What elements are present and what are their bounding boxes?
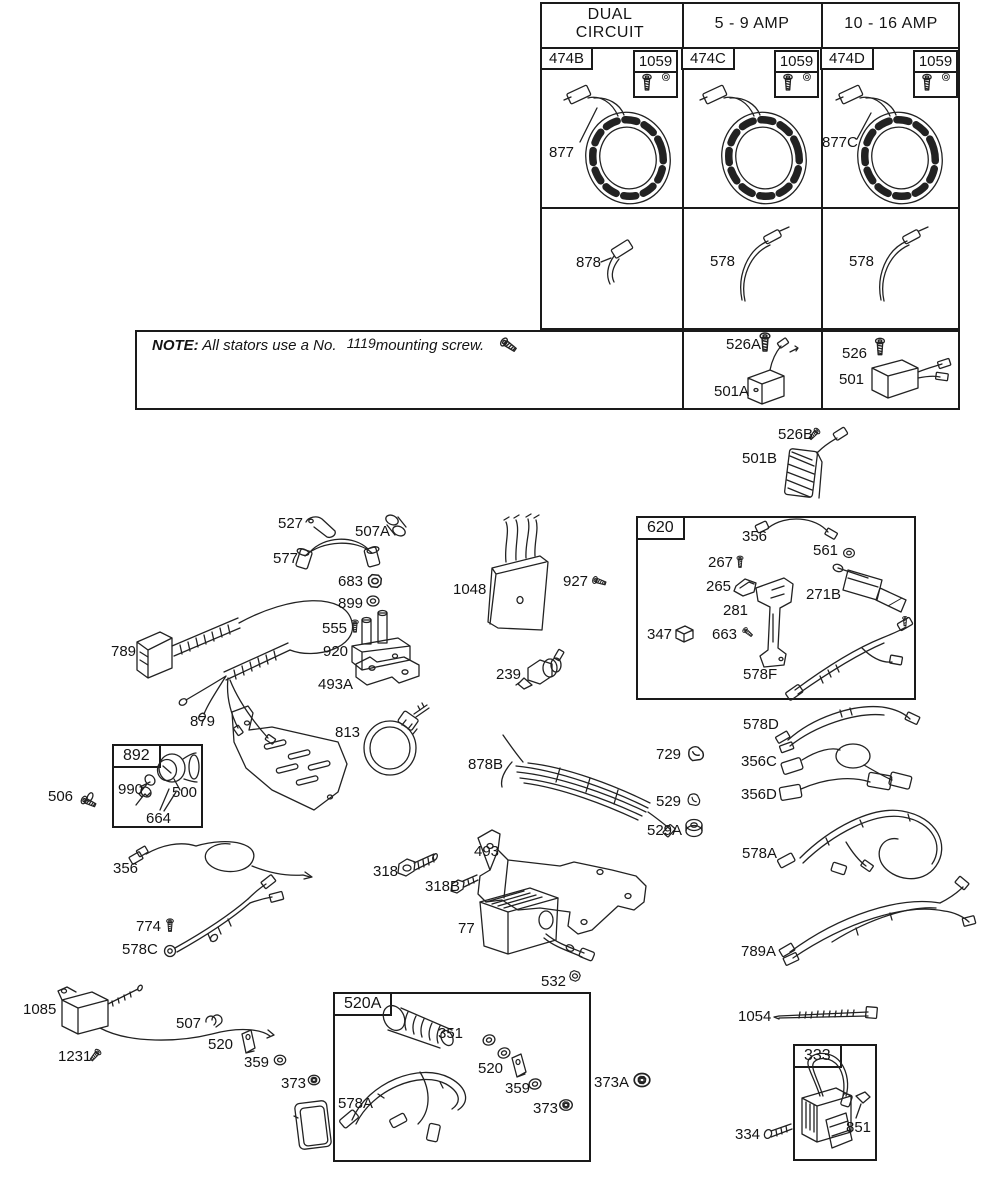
spark-wire-577-drawing [296, 539, 381, 569]
callout-474c: 474C [681, 47, 735, 70]
part-label-878b: 878B [468, 756, 504, 773]
oil-switch-239-drawing [516, 649, 564, 689]
harness-578a-right-drawing [777, 810, 942, 878]
washer-359-box-drawing [528, 1078, 542, 1091]
nut-561-drawing [844, 549, 855, 558]
nut-359-left-drawing [274, 1055, 285, 1065]
coil-77-drawing [480, 888, 595, 961]
part-label-774: 774 [136, 918, 162, 935]
part-label-899: 899 [338, 595, 364, 612]
cable-578-col3-drawing [880, 227, 928, 301]
part-label-373a: 373A [594, 1074, 630, 1091]
nut-373a-drawing [634, 1074, 650, 1087]
clip-507-drawing [206, 1015, 222, 1027]
part-label-1231: 1231 [58, 1048, 92, 1065]
connector-347-drawing [676, 626, 693, 642]
part-label-578d: 578D [743, 716, 779, 733]
cable-578-col2-drawing [741, 227, 789, 301]
part-label-356d: 356D [741, 786, 777, 803]
part-label-578: 578 [849, 253, 875, 270]
part-label-532: 532 [541, 973, 567, 990]
part-label-578f: 578F [743, 666, 778, 683]
part-label-351: 351 [438, 1025, 464, 1042]
nut-373-box-drawing [560, 1100, 573, 1111]
part-label-877c: 877C [822, 134, 858, 151]
part-label-501a: 501A [714, 383, 750, 400]
part-label-577: 577 [273, 550, 299, 567]
note-rest: mounting screw. [375, 337, 485, 354]
harness-578c-drawing [165, 875, 284, 957]
bracket-520-left-drawing [242, 1030, 255, 1053]
screw-kit-label: 1059 [635, 52, 676, 73]
callout-474d: 474D [820, 47, 874, 70]
column-header-dual-circuit: DUAL CIRCUIT [575, 6, 645, 41]
screw-kit-label: 1059 [915, 52, 956, 73]
wire-356c-drawing [781, 744, 912, 789]
part-label-527: 527 [278, 515, 304, 532]
panel-1048-drawing [488, 514, 548, 630]
bracket-520-box-drawing [512, 1054, 526, 1077]
wire-356-left-drawing [129, 842, 312, 879]
part-label-265: 265 [706, 578, 732, 595]
nut-373-left-drawing [308, 1075, 319, 1085]
part-label-520: 520 [208, 1036, 234, 1053]
screw-927-drawing [592, 576, 607, 587]
heat-shield-879-drawing [232, 706, 347, 810]
stud-1054-drawing [774, 1007, 877, 1019]
bracket-493a-drawing [356, 657, 419, 685]
part-label-879: 879 [190, 713, 216, 730]
bolt-318-drawing [398, 853, 438, 876]
nut-532-drawing [569, 970, 581, 982]
screw-334-drawing [763, 1124, 792, 1139]
clip-265-drawing [734, 579, 756, 596]
part-label-373: 373 [533, 1100, 559, 1117]
part-label-507: 507 [176, 1015, 202, 1032]
note-number: 1119 [346, 335, 376, 351]
nut-683-drawing [369, 575, 382, 588]
part-label-664: 664 [146, 810, 172, 827]
cover-drawing [294, 1100, 332, 1150]
harness-789a-drawing [779, 876, 976, 966]
clamp-813-drawing [364, 703, 429, 775]
group-box-label: 892 [112, 744, 161, 768]
group-box-label: 520A [333, 992, 392, 1016]
part-label-77: 77 [458, 920, 475, 937]
part-label-318b: 318B [425, 878, 461, 895]
part-label-578: 578 [710, 253, 736, 270]
part-label-789: 789 [111, 643, 137, 660]
regulator-501-drawing [872, 358, 951, 398]
part-label-813: 813 [335, 724, 361, 741]
part-label-526: 526 [842, 345, 868, 362]
column-header-5-9-amp: 5 - 9 AMP [714, 15, 790, 32]
screw-506-drawing [80, 792, 97, 809]
harness-578d-drawing [775, 707, 920, 753]
part-label-267: 267 [708, 554, 734, 571]
part-label-271b: 271B [806, 586, 842, 603]
group-box-label: 333 [793, 1044, 842, 1068]
switch-271b-drawing [832, 563, 906, 612]
note-bold: NOTE: [152, 337, 199, 354]
part-label-561: 561 [813, 542, 839, 559]
part-label-1054: 1054 [738, 1008, 772, 1025]
part-label-501b: 501B [742, 450, 778, 467]
part-label-520: 520 [478, 1060, 504, 1077]
screw-774-drawing [167, 919, 174, 931]
column-header-10-16-amp: 10 - 16 AMP [844, 15, 938, 32]
screw-kit-label: 1059 [776, 52, 817, 73]
part-label-356: 356 [742, 528, 768, 545]
bracket-281-drawing [756, 578, 793, 667]
module-1085-drawing [58, 984, 274, 1040]
part-label-281: 281 [723, 602, 749, 619]
screw-526-drawing [876, 338, 885, 354]
part-label-578c: 578C [122, 941, 158, 958]
part-label-729: 729 [656, 746, 682, 763]
note-screw-icon [499, 337, 517, 354]
part-label-507a: 507A [355, 523, 391, 540]
screw-526a-drawing [760, 333, 770, 351]
part-label-347: 347 [647, 626, 673, 643]
part-label-359: 359 [244, 1054, 270, 1071]
screw-267-drawing [737, 556, 743, 567]
part-label-663: 663 [712, 626, 738, 643]
bracket-493-drawing [478, 830, 646, 934]
clip-729-drawing [689, 747, 704, 761]
note-body: All stators use a No. [198, 337, 341, 354]
part-label-878: 878 [576, 254, 602, 271]
part-label-578a: 578A [742, 845, 778, 862]
part-label-683: 683 [338, 573, 364, 590]
part-label-555: 555 [322, 620, 348, 637]
wire-356d-drawing [779, 772, 892, 800]
stator-474c-drawing [700, 85, 816, 213]
group-box-label: 620 [636, 516, 685, 540]
part-label-578a: 578A [338, 1095, 374, 1112]
part-label-877: 877 [549, 144, 575, 161]
part-label-927: 927 [563, 573, 589, 590]
clip-529-drawing [687, 792, 702, 807]
grommet-529a-drawing [686, 820, 702, 837]
screw-663-drawing [742, 627, 754, 638]
part-label-990: 990 [118, 781, 144, 798]
part-label-493a: 493A [318, 676, 354, 693]
part-label-920: 920 [323, 643, 349, 660]
wire-356-620-drawing [755, 519, 838, 539]
part-label-318: 318 [373, 863, 399, 880]
part-label-356c: 356C [741, 753, 777, 770]
part-label-1085: 1085 [23, 1001, 57, 1018]
harness-578f-drawing [785, 616, 913, 700]
stator-877-drawing [564, 85, 680, 213]
part-label-529: 529 [656, 793, 682, 810]
part-label-526b: 526B [778, 426, 814, 443]
screw-kit-icons [643, 74, 950, 90]
part-label-789a: 789A [741, 943, 777, 960]
part-label-500: 500 [172, 784, 198, 801]
part-label-334: 334 [735, 1126, 761, 1143]
brush-878-drawing [601, 239, 633, 284]
clamp-527-drawing [306, 517, 335, 537]
callout-474b: 474B [540, 47, 593, 70]
part-label-1048: 1048 [453, 581, 487, 598]
part-label-373: 373 [281, 1075, 307, 1092]
washer-520a-drawing [482, 1033, 512, 1060]
washer-899-drawing [367, 596, 379, 606]
part-label-851: 851 [846, 1119, 872, 1136]
part-label-506: 506 [48, 788, 74, 805]
note-text [152, 337, 484, 354]
part-label-529a: 529A [647, 822, 683, 839]
part-label-239: 239 [496, 666, 522, 683]
part-label-493: 493 [474, 843, 500, 860]
part-label-359: 359 [505, 1080, 531, 1097]
part-label-356: 356 [113, 860, 139, 877]
part-label-501: 501 [839, 371, 865, 388]
key-switch-892-drawing [136, 753, 199, 811]
part-label-526a: 526A [726, 336, 762, 353]
